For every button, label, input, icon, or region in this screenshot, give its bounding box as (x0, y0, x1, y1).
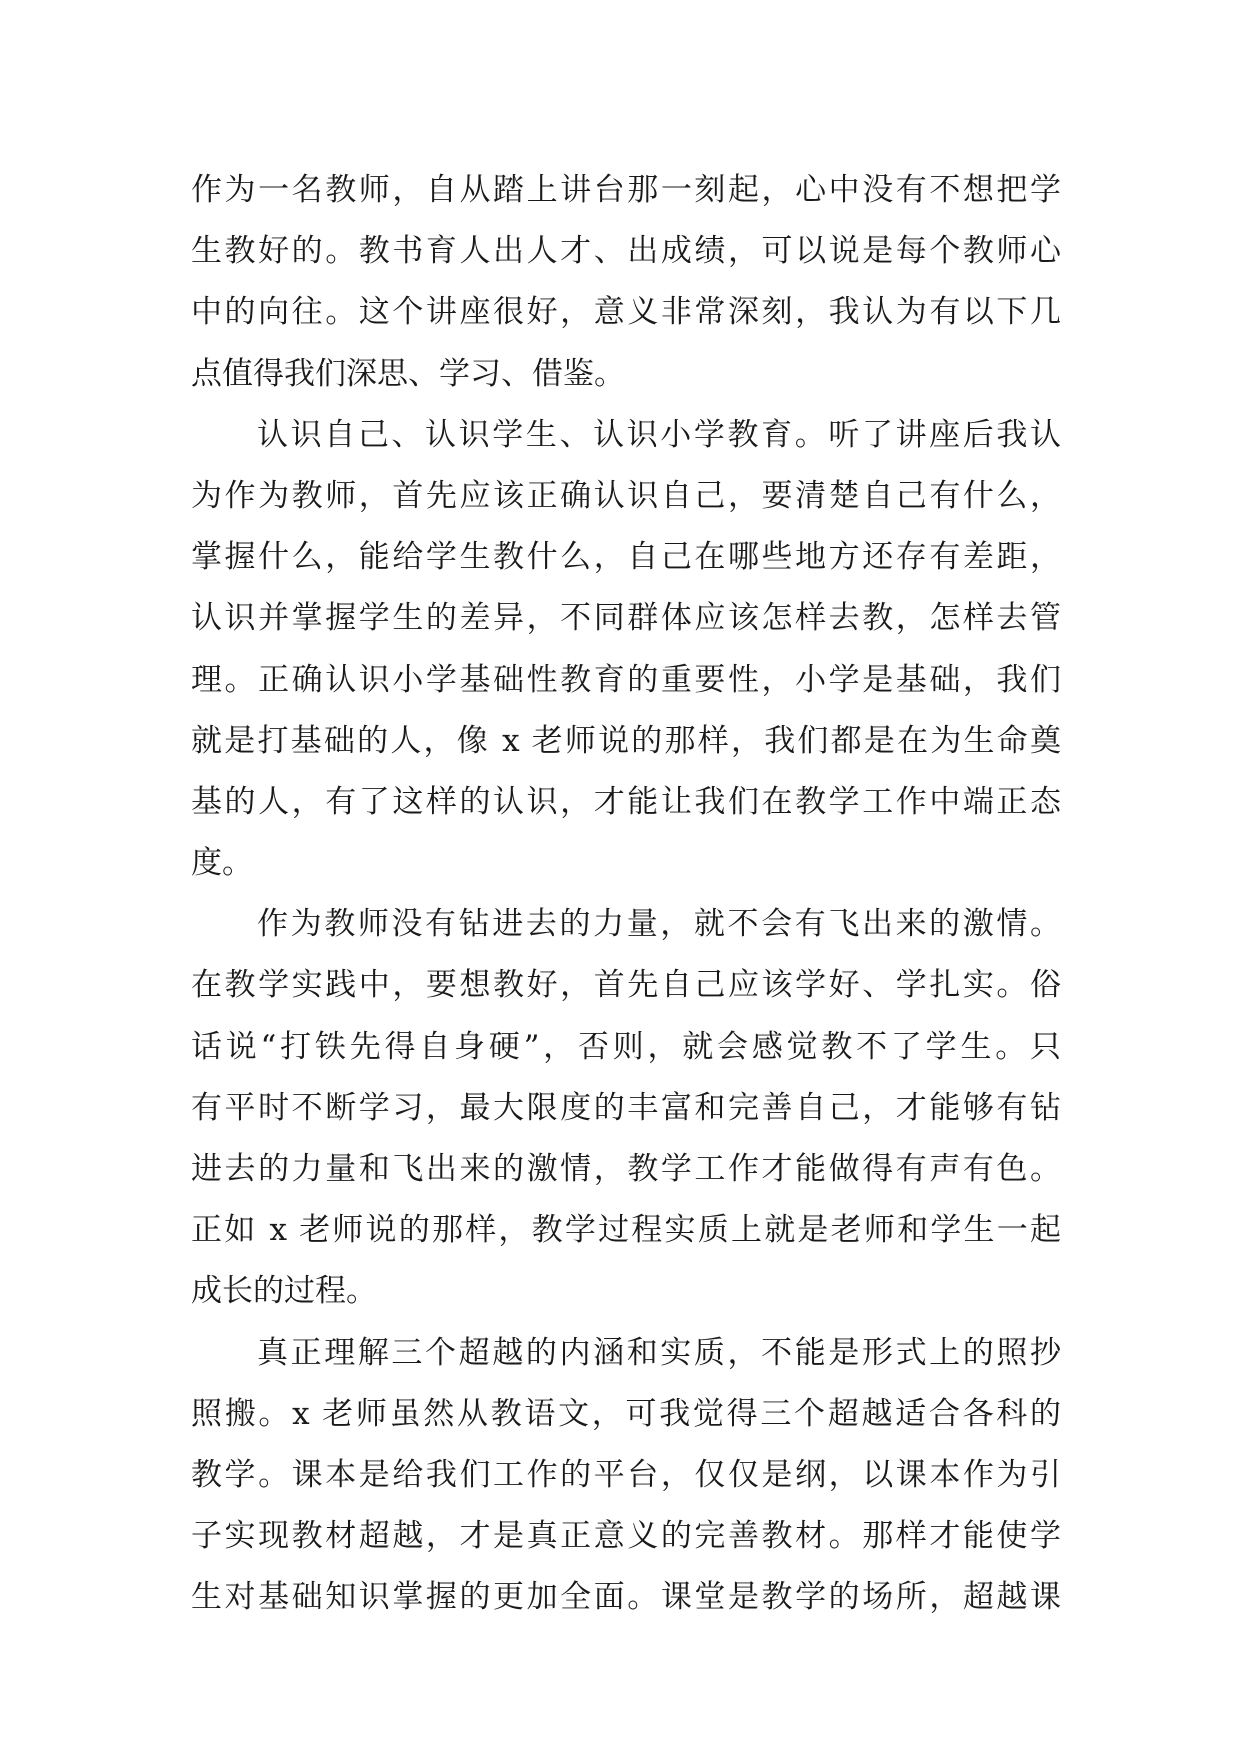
text-line: 在教学实践中，要想教好，首先自己应该学好、学扎实。俗 (191, 967, 1061, 1004)
text-line: 点值得我们深思、学习、借鉴。 (191, 355, 625, 392)
text-line: 认识并掌握学生的差异，不同群体应该怎样去教，怎样去管 (191, 600, 1061, 637)
text-line: 掌握什么，能给学生教什么，自己在哪些地方还存有差距， (191, 539, 1061, 576)
text-line: 真正理解三个超越的内涵和实质，不能是形式上的照抄 (257, 1334, 1061, 1371)
text-line: 理。正确认识小学基础性教育的重要性，小学是基础，我们 (191, 661, 1061, 698)
text-line: 基的人，有了这样的认识，才能让我们在教学工作中端正态 (191, 783, 1061, 820)
text-line: 作为一名教师，自从踏上讲台那一刻起，心中没有不想把学 (191, 172, 1061, 208)
text-line: 生教好的。教书育人出人才、出成绩，可以说是每个教师心 (191, 233, 1061, 270)
text-line: 成长的过程。 (191, 1273, 377, 1310)
body-text (191, 160, 1061, 1629)
text-line: 教学。课本是给我们工作的平台，仅仅是纲，以课本作为引 (191, 1456, 1061, 1493)
text-line: 进去的力量和飞出来的激情，教学工作才能做得有声有色。 (191, 1151, 1061, 1187)
text-line: 中的向往。这个讲座很好，意义非常深刻，我认为有以下几 (191, 294, 1061, 331)
text-line: 作为教师没有钻进去的力量，就不会有飞出来的激情。 (257, 906, 1061, 943)
text-line: 度。 (191, 845, 253, 882)
text-line: 正如 x 老师说的那样，教学过程实质上就是老师和学生一起 (191, 1212, 1061, 1249)
text-line: 有平时不断学习，最大限度的丰富和完善自己，才能够有钻 (191, 1089, 1061, 1126)
text-line: 生对基础知识掌握的更加全面。课堂是教学的场所，超越课 (191, 1579, 1061, 1616)
text-line: 话说“打铁先得自身硬”，否则，就会感觉教不了学生。只 (191, 1028, 1061, 1065)
text-line: 子实现教材超越，才是真正意义的完善教材。那样才能使学 (191, 1518, 1061, 1555)
text-line: 认识自己、认识学生、认识小学教育。听了讲座后我认 (257, 416, 1061, 453)
text-line: 照搬。x 老师虽然从教语文，可我觉得三个超越适合各科的 (191, 1395, 1061, 1432)
text-line: 为作为教师，首先应该正确认识自己，要清楚自己有什么， (191, 477, 1061, 514)
text-line: 就是打基础的人，像 x 老师说的那样，我们都是在为生命奠 (191, 722, 1061, 759)
